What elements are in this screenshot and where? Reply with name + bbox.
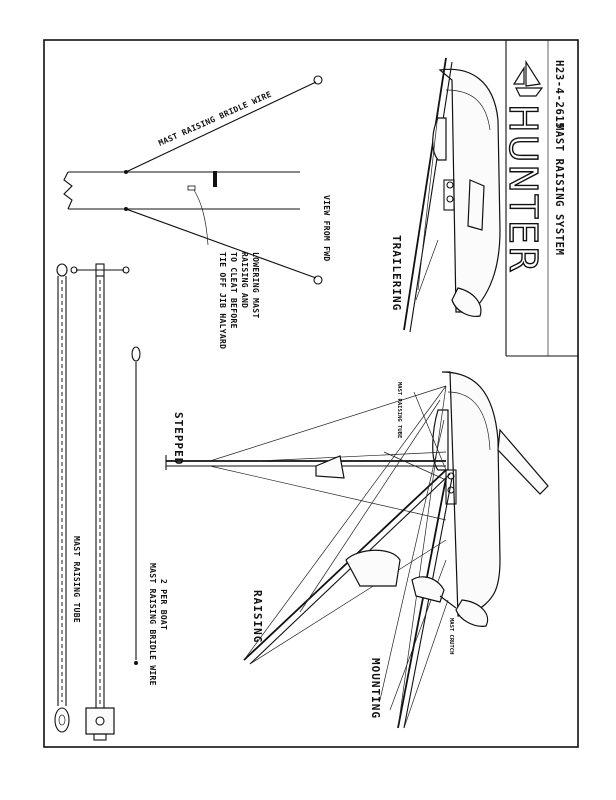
svg-text:TO CLEAT BEFORE: TO CLEAT BEFORE bbox=[229, 252, 238, 329]
view-from-fwd-label: VIEW FROM FWD bbox=[322, 195, 331, 262]
svg-text:RAISING AND: RAISING AND bbox=[240, 252, 249, 309]
drawing-number: H23-4-2615 bbox=[553, 60, 565, 130]
stepped-label: STEPPED bbox=[172, 412, 185, 466]
view-from-fwd-detail bbox=[64, 76, 322, 284]
bridle-wire-part bbox=[132, 347, 140, 665]
bridle-wire-part-label bbox=[148, 563, 168, 686]
mast-raising-tube-callout: MAST RAISING TUBE bbox=[396, 382, 402, 439]
trailering-label: TRAILERING bbox=[390, 235, 403, 312]
raising-label: RAISING bbox=[251, 590, 264, 644]
brand-name: HUNTER bbox=[501, 104, 545, 275]
svg-text:LOWERING MAST: LOWERING MAST bbox=[251, 252, 260, 319]
jib-halyard-note bbox=[218, 252, 260, 349]
system-title: MAST RAISING SYSTEM bbox=[553, 124, 565, 256]
mast-raising-tube-label: MAST RAISING TUBE bbox=[72, 536, 81, 623]
mast-raising-bridle-wire-label: MAST RAISING BRIDLE WIRE bbox=[157, 89, 273, 148]
svg-text:2 PER BOAT: 2 PER BOAT bbox=[159, 579, 168, 631]
mast-raising-tube-assembly bbox=[71, 264, 129, 740]
svg-text:MAST RAISING BRIDLE WIRE: MAST RAISING BRIDLE WIRE bbox=[148, 563, 157, 686]
trailering-view bbox=[404, 58, 500, 332]
mounting-label: MOUNTING bbox=[369, 658, 382, 719]
mast-raising-sequence-view bbox=[166, 372, 548, 728]
mast-crutch-callout: MAST CRUTCH bbox=[448, 618, 454, 655]
svg-text:TIE OFF JIB HALYARD: TIE OFF JIB HALYARD bbox=[218, 252, 227, 350]
sailboat-logo-icon bbox=[514, 62, 542, 96]
mast-raising-tube-part bbox=[55, 264, 69, 732]
